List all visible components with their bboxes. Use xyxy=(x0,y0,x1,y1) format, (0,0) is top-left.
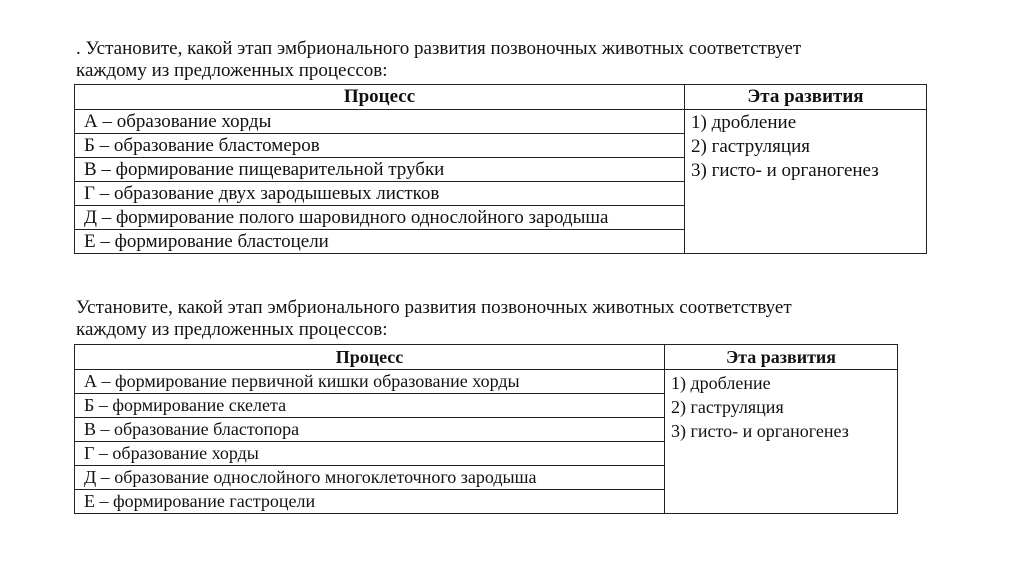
process-b: Б – формирование скелета xyxy=(75,394,665,418)
stage-list xyxy=(685,110,927,254)
process-g: Г – образование двух зародышевых листков xyxy=(75,182,685,206)
process-column-header: Процесс xyxy=(75,345,665,370)
task-1-table xyxy=(74,84,927,254)
stage-column-header: Эта развития xyxy=(665,345,898,370)
process-e: Е – формирование бластоцели xyxy=(75,230,685,254)
task-2-prompt xyxy=(76,297,792,341)
process-a: А – образование хорды xyxy=(75,110,685,134)
process-column-header: Процесс xyxy=(75,85,685,110)
task-2-prompt-line-1: Установите, какой этап эмбрионального развития позвоночных животных соответствует xyxy=(76,297,792,318)
stage-list xyxy=(665,370,898,514)
process-v: В – образование бластопора xyxy=(75,418,665,442)
task-1-prompt-line-1: . Установите, какой этап эмбрионального развития позвоночных животных соответствует xyxy=(76,38,802,59)
stage-3: 3) гисто- и органогенез xyxy=(691,160,879,181)
process-v: В – формирование пищеварительной трубки xyxy=(75,158,685,182)
stage-1: 1) дробление xyxy=(691,112,797,133)
table-row xyxy=(75,370,898,394)
stage-2: 2) гаструляция xyxy=(691,136,810,157)
process-g: Г – образование хорды xyxy=(75,442,665,466)
process-b: Б – образование бластомеров xyxy=(75,134,685,158)
process-a: А – формирование первичной кишки образование хорды xyxy=(75,370,665,394)
stage-3: 3) гисто- и органогенез xyxy=(671,421,849,441)
table-row xyxy=(75,110,927,134)
stage-column-header: Эта развития xyxy=(685,85,927,110)
stage-2: 2) гаструляция xyxy=(671,397,784,417)
process-d: Д – образование однослойного многоклеточного зародыша xyxy=(75,466,665,490)
task-1-prompt-line-2: каждому из предложенных процессов: xyxy=(76,60,388,81)
process-e: Е – формирование гастроцели xyxy=(75,490,665,514)
task-2-table xyxy=(74,344,898,514)
stage-1: 1) дробление xyxy=(671,373,771,393)
task-1-prompt xyxy=(76,38,801,82)
table-header-row xyxy=(75,85,927,110)
process-d: Д – формирование полого шаровидного однослойного зародыша xyxy=(75,206,685,230)
table-header-row xyxy=(75,345,898,370)
task-2-prompt-line-2: каждому из предложенных процессов: xyxy=(76,319,388,340)
